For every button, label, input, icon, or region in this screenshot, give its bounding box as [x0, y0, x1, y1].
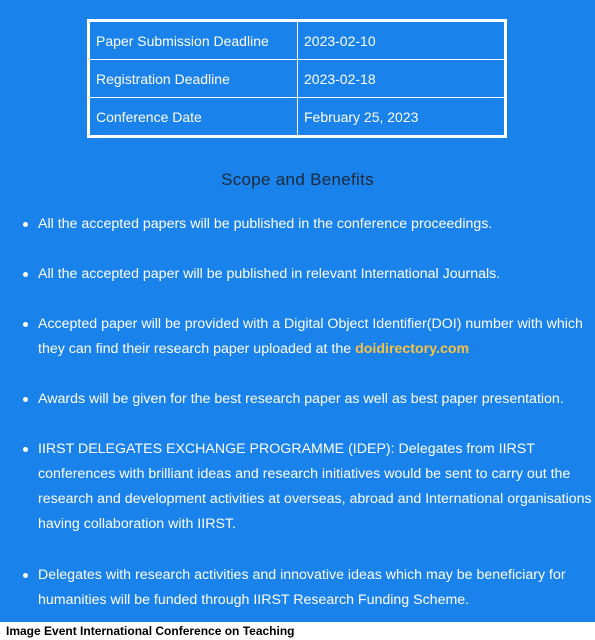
deadline-value: 2023-02-10	[298, 21, 506, 60]
image-caption: Image Event International Conference on Teaching	[6, 624, 295, 638]
list-item-text: Awards will be given for the best research paper as well as best paper presentation.	[38, 391, 564, 407]
list-item	[38, 312, 594, 362]
list-item	[38, 563, 594, 613]
bullet-icon	[23, 222, 28, 227]
list-item	[38, 262, 594, 287]
bullet-icon	[23, 573, 28, 578]
list-item-text: Delegates with research activities and innovative ideas which may be beneficiary for humanities will be funded through IIRST Research Funding Scheme.	[38, 567, 566, 608]
bullet-icon	[23, 447, 28, 452]
bullet-icon	[23, 322, 28, 327]
deadline-value: 2023-02-18	[298, 60, 506, 98]
bullet-icon	[23, 397, 28, 402]
list-item-text: All the accepted paper will be published in relevant International Journals.	[38, 266, 501, 282]
list-item-text: All the accepted papers will be published in the conference proceedings.	[38, 216, 493, 232]
deadline-label: Registration Deadline	[89, 60, 298, 98]
bullet-icon	[23, 272, 28, 277]
deadline-label: Paper Submission Deadline	[89, 21, 298, 60]
list-item-text: Accepted paper will be provided with a Digital Object Identifier(DOI) number with which they can find their research paper uploaded at the	[38, 316, 583, 357]
list-item	[38, 387, 594, 412]
doidirectory-link[interactable]: doidirectory.com	[355, 341, 470, 357]
section-heading: Scope and Benefits	[221, 170, 374, 189]
list-item	[38, 437, 594, 537]
deadline-label: Conference Date	[89, 98, 298, 137]
list-item-text: IIRST DELEGATES EXCHANGE PROGRAMME (IDEP): Delegates from IIRST conferences with brilliant ideas and research initiatives would be sent to carry out the research and development activities at overseas, abroad and International organisations having collaboration with IIRST.	[38, 441, 592, 532]
list-item	[38, 212, 594, 237]
deadline-value: February 25, 2023	[298, 98, 506, 137]
